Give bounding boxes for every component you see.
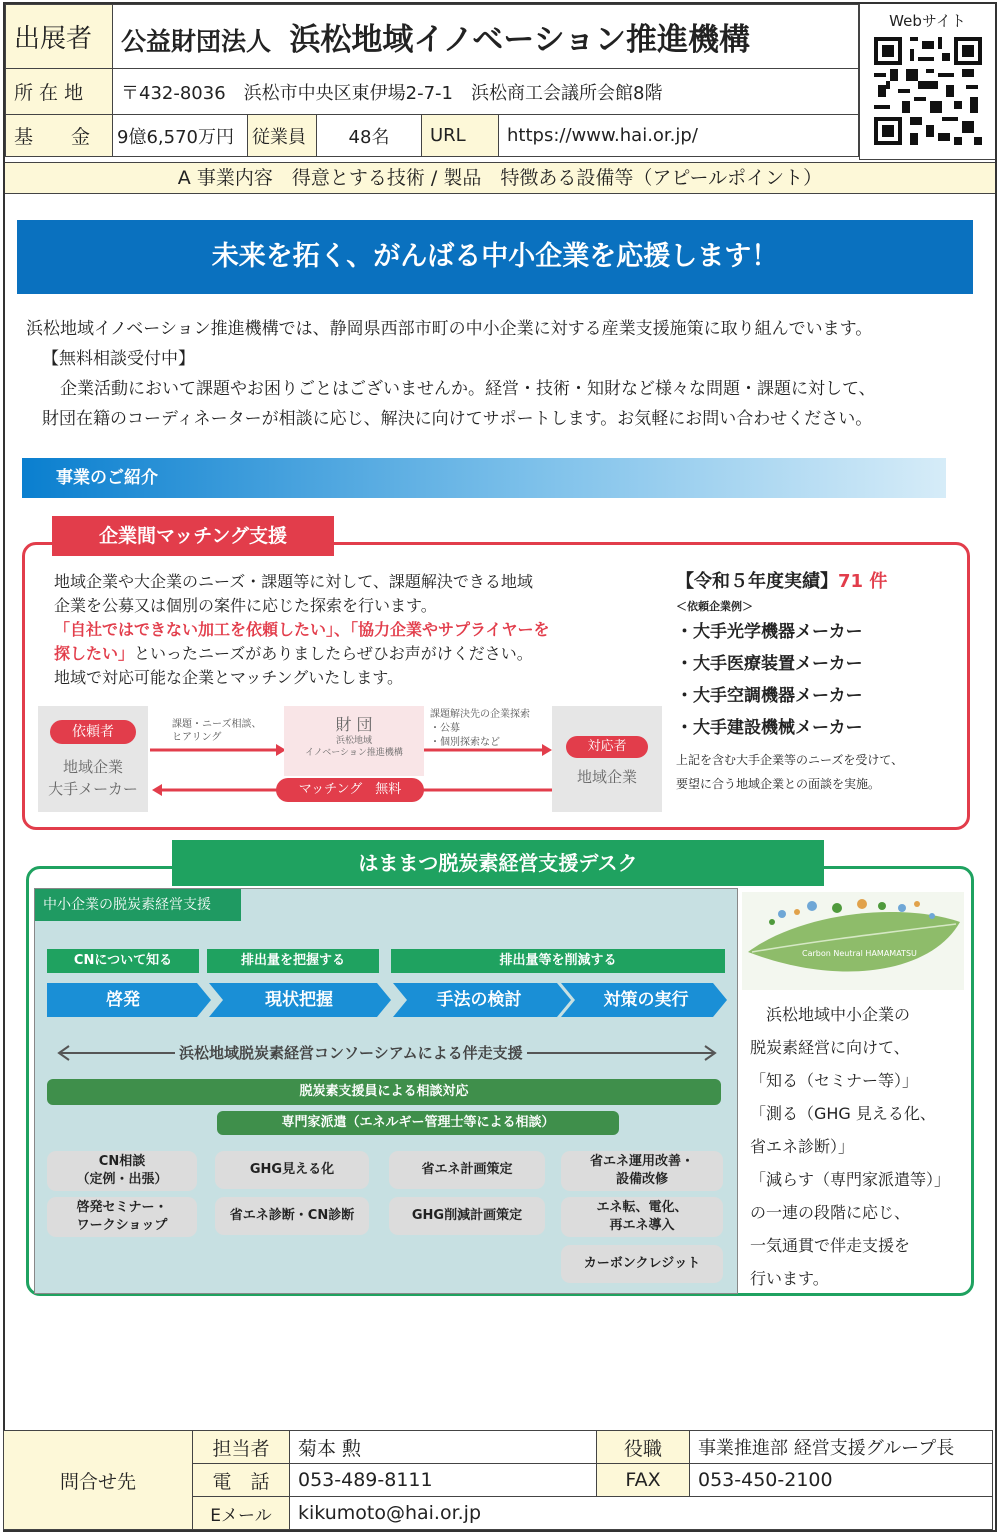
desc-line: 「知る（セミナー等）」 bbox=[750, 1071, 919, 1090]
url-label: URL bbox=[422, 115, 499, 157]
exhibitor-label: 出展者 bbox=[6, 5, 113, 69]
cn-consult-line-2: （定例・出張） bbox=[76, 1172, 168, 1187]
operation-improve-line-1: 省エネ運用改善・ bbox=[589, 1154, 694, 1169]
flow-top-text bbox=[172, 718, 262, 744]
person-name: 菊本 勲 bbox=[290, 1431, 597, 1464]
tel-value[interactable]: 053-489-8111 bbox=[290, 1464, 597, 1497]
matching-free-badge: マッチング 無料 bbox=[276, 778, 424, 802]
employees-label: 従業員 bbox=[248, 115, 317, 157]
matching-p3: といったニーズがありましたらぜひお声がけください。 bbox=[134, 644, 533, 663]
flow-right-1: 課題解決先の企業探索 bbox=[430, 709, 530, 720]
foundation-sub-1: 浜松地域 bbox=[335, 736, 372, 746]
decarb-description bbox=[750, 998, 972, 1295]
org-name: 浜松地域イノベーション推進機構 bbox=[289, 22, 751, 58]
desc-line: 行います。 bbox=[750, 1269, 829, 1288]
client-line-1: 地域企業 bbox=[62, 758, 123, 776]
qr-code-icon[interactable] bbox=[874, 37, 982, 145]
step-assessment: 現状把握 bbox=[265, 990, 333, 1010]
decarb-panel bbox=[34, 888, 738, 1294]
desc-line: 「減らす（専門家派遣等）」 bbox=[750, 1170, 951, 1189]
responder-tag: 対応者 bbox=[566, 736, 648, 758]
desc-line: 浜松地域中小企業の bbox=[766, 1005, 911, 1024]
section-title: 事業のご紹介 bbox=[22, 458, 946, 498]
example-item: ・大手光学機器メーカー bbox=[676, 622, 863, 642]
intro-line-3: 財団在籍のコーディネーターが相談に応じ、解決に向けてサポートします。お気軽にお問い合わせください。 bbox=[42, 409, 873, 429]
staff-bar: 脱炭素支援員による相談対応 bbox=[47, 1079, 721, 1105]
free-consult-label: 【無料相談受付中】 bbox=[42, 349, 195, 369]
responder-box bbox=[552, 706, 662, 812]
intro-text bbox=[26, 314, 976, 434]
example-item: ・大手空調機器メーカー bbox=[676, 686, 863, 706]
matching-text bbox=[54, 570, 664, 690]
seminar-item bbox=[47, 1197, 197, 1237]
employees: 48名 bbox=[317, 115, 422, 157]
capital-label: 基 金 bbox=[6, 115, 113, 157]
results-note-2: 要望に合う地域企業との面談を実施。 bbox=[676, 777, 881, 791]
matching-p1: 地域企業や大企業のニーズ・課題等に対して、課題解決できる地域 bbox=[54, 572, 533, 591]
step-method: 手法の検討 bbox=[436, 990, 522, 1010]
results-note-1: 上記を含む大手企業等のニーズを受けて、 bbox=[676, 753, 904, 767]
desc-line: 一気通貫で伴走支援を bbox=[750, 1236, 911, 1255]
matching-p2: 企業を公募又は個別の案件に応じた探索を行います。 bbox=[54, 596, 437, 615]
foundation-box bbox=[284, 706, 424, 776]
cn-consult-item bbox=[47, 1151, 197, 1191]
matching-red-1: 「自社ではできない加工を依頼したい」、「協力企業やサプライヤーを bbox=[54, 620, 550, 639]
org-title bbox=[113, 5, 859, 69]
email-label: Eメール bbox=[193, 1497, 290, 1530]
foundation-title: 財 団 bbox=[335, 715, 373, 734]
energy-plan-item: 省エネ計画策定 bbox=[389, 1151, 545, 1189]
website-link[interactable]: https://www.hai.or.jp/ bbox=[499, 115, 859, 157]
web-label: Webサイト bbox=[889, 12, 966, 30]
carbon-neutral-leaf-icon bbox=[742, 892, 964, 990]
header-table bbox=[5, 4, 859, 157]
decarb-title: はままつ脱炭素経営支援デスク bbox=[172, 840, 824, 886]
tel-label: 電 話 bbox=[193, 1464, 290, 1497]
desc-line: の一連の段階に応じ、 bbox=[750, 1203, 911, 1222]
foundation-sub-2: イノベーション推進機構 bbox=[305, 748, 403, 758]
examples-label: ＜依頼企業例＞ bbox=[676, 600, 753, 613]
client-tag: 依頼者 bbox=[50, 720, 136, 744]
role-value: 事業推進部 経営支援グループ長 bbox=[690, 1431, 993, 1464]
desc-line: 脱炭素経営に向けて、 bbox=[750, 1038, 910, 1057]
expert-bar: 専門家派遣（エネルギー管理士等による相談） bbox=[217, 1111, 619, 1135]
qr-block bbox=[859, 4, 995, 160]
flow-right-3: ・個別探索など bbox=[430, 737, 500, 748]
examples-list bbox=[676, 616, 966, 744]
energy-switch-line-2: 再エネ導入 bbox=[609, 1218, 675, 1233]
step-action: 対策の実行 bbox=[603, 990, 689, 1010]
fax-label: FAX bbox=[597, 1464, 690, 1497]
intro-line-2: 企業活動において課題やお困りごとはございませんか。経営・技術・知財など様々な問題・課題に対して、 bbox=[60, 379, 876, 399]
operation-improve-item bbox=[561, 1151, 723, 1191]
ghg-plan-item: GHG削減計画策定 bbox=[389, 1197, 545, 1235]
seminar-line-1: 啓発セミナー・ bbox=[76, 1200, 168, 1215]
org-prefix: 公益財団法人 bbox=[121, 27, 272, 56]
flow-top-1: 課題・ニーズ相談、 bbox=[172, 719, 262, 730]
person-label: 担当者 bbox=[193, 1431, 290, 1464]
energy-diagnosis-item: 省エネ診断・CN診断 bbox=[215, 1197, 369, 1235]
carbon-credit-item: カーボンクレジット bbox=[561, 1245, 723, 1283]
stage-reduce: 排出量等を削減する bbox=[391, 949, 725, 973]
example-item: ・大手建設機械メーカー bbox=[676, 718, 863, 738]
contact-label: 問合せ先 bbox=[4, 1431, 193, 1530]
results-count: 71 件 bbox=[838, 571, 888, 592]
seminar-line-2: ワークショップ bbox=[76, 1218, 168, 1233]
matching-red-2: 探したい」 bbox=[54, 644, 135, 663]
results-title: 【令和５年度実績】 bbox=[676, 571, 838, 592]
desc-line: 省エネ診断）」 bbox=[750, 1137, 855, 1156]
consortium-label: 浜松地域脱炭素経営コンソーシアムによる伴走支援 bbox=[175, 1041, 527, 1065]
step-awareness: 啓発 bbox=[106, 990, 140, 1010]
cn-consult-line-1: CN相談 bbox=[98, 1154, 146, 1169]
example-item: ・大手医療装置メーカー bbox=[676, 654, 863, 674]
energy-switch-item bbox=[561, 1197, 723, 1237]
intro-line-1: 浜松地域イノベーション推進機構では、静岡県西部市町の中小企業に対する産業支援施策に取り組んでいます。 bbox=[26, 319, 873, 339]
stage-measure: 排出量を把握する bbox=[207, 949, 379, 973]
responder-label: 地域企業 bbox=[576, 768, 637, 786]
ghg-visualize-item: GHG見える化 bbox=[215, 1151, 369, 1189]
matching-p4: 地域で対応可能な企業とマッチングいたします。 bbox=[54, 668, 403, 687]
client-box bbox=[38, 706, 148, 812]
matching-title: 企業間マッチング支援 bbox=[52, 516, 334, 556]
flow-top-2: ヒアリング bbox=[172, 732, 222, 743]
operation-improve-line-2: 設備改修 bbox=[615, 1172, 668, 1187]
energy-switch-line-1: エネ転、電化、 bbox=[596, 1200, 688, 1215]
contact-table bbox=[3, 1430, 993, 1530]
address-label: 所 在 地 bbox=[6, 69, 113, 115]
category-bar: A 事業内容 得意とする技術 / 製品 特徴ある設備等（アピールポイント） bbox=[5, 162, 995, 194]
fax-value: 053-450-2100 bbox=[690, 1464, 993, 1497]
client-line-2: 大手メーカー bbox=[48, 780, 138, 798]
desc-line: 「測る（GHG 見える化、 bbox=[750, 1104, 936, 1123]
email-link[interactable]: kikumoto@hai.or.jp bbox=[290, 1497, 993, 1530]
flow-right-text bbox=[430, 708, 530, 750]
address: 〒432-8036 浜松市中央区東伊場2-7-1 浜松商工会議所会館8階 bbox=[113, 69, 859, 115]
slogan-banner: 未来を拓く、がんばる中小企業を応援します！ bbox=[17, 220, 973, 294]
results-panel bbox=[676, 568, 966, 796]
leaf-text: Carbon Neutral HAMAMATSU bbox=[802, 949, 917, 958]
flow-right-2: ・公募 bbox=[430, 723, 460, 734]
stage-know: CNについて知る bbox=[47, 949, 199, 973]
role-label: 役職 bbox=[597, 1431, 690, 1464]
capital: 9億6,570万円 bbox=[113, 115, 248, 157]
panel-title: 中小企業の脱炭素経営支援 bbox=[35, 889, 241, 921]
